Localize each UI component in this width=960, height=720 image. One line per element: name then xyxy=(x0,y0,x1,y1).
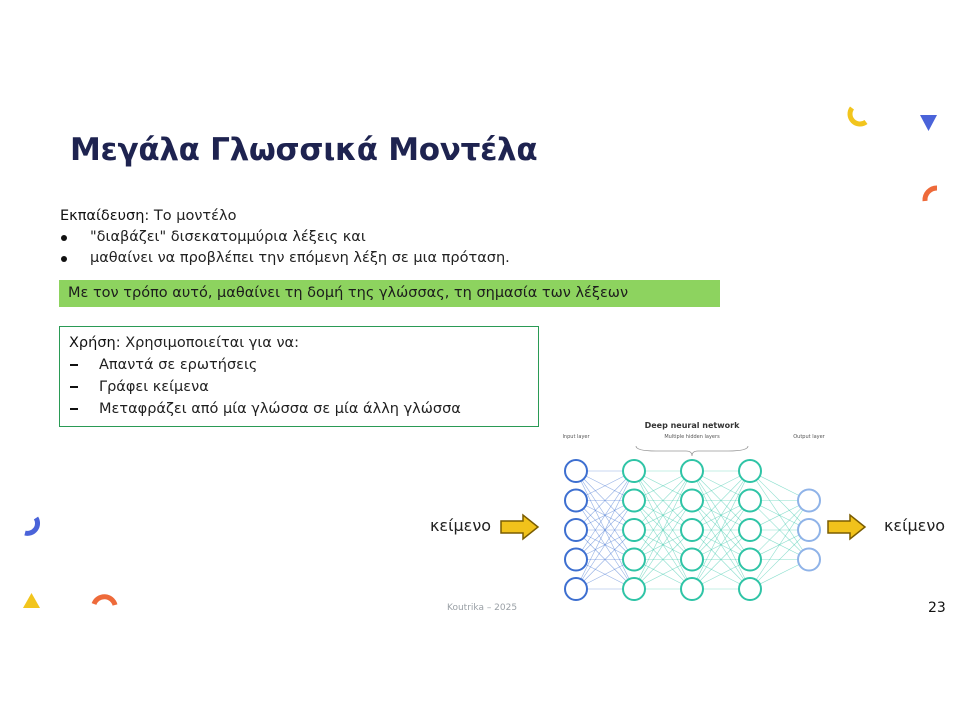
training-section xyxy=(60,206,660,269)
hidden-layers-brace xyxy=(636,446,748,456)
output-text-label: κείμενο xyxy=(884,516,946,535)
input-layer-label: Input layer xyxy=(562,434,590,440)
hidden-node xyxy=(623,460,645,482)
blue-triangle-decoration xyxy=(920,115,937,131)
highlight-bar: Με τον τρόπο αυτό, μαθαίνει τη δομή της γλώσσας, τη σημασία των λέξεων xyxy=(59,280,720,307)
usage-intro: : Χρησιμοποιείται για να: xyxy=(115,335,299,351)
output-layer-label: Output layer xyxy=(793,434,825,440)
hidden-node xyxy=(623,549,645,571)
hidden-node xyxy=(739,549,761,571)
blue-arc-decoration xyxy=(25,518,38,533)
hidden-node xyxy=(681,578,703,600)
hidden-node xyxy=(623,519,645,541)
yellow-arc-decoration xyxy=(850,108,866,124)
yellow-triangle-decoration xyxy=(23,593,40,608)
hidden-node xyxy=(623,578,645,600)
output-arrow-icon xyxy=(826,513,868,541)
hidden-node xyxy=(739,519,761,541)
training-intro: : Το μοντέλο xyxy=(144,208,237,224)
hidden-node xyxy=(623,490,645,512)
input-node xyxy=(565,490,587,512)
training-heading xyxy=(60,206,660,227)
orange-arc-decoration xyxy=(925,188,937,201)
input-node xyxy=(565,549,587,571)
neural-network-diagram xyxy=(556,416,846,610)
input-node xyxy=(565,519,587,541)
hidden-node xyxy=(739,460,761,482)
hidden-node xyxy=(739,490,761,512)
input-node xyxy=(565,578,587,600)
input-text-label: κείμενο xyxy=(430,516,492,535)
training-bullets xyxy=(60,227,660,269)
hidden-node xyxy=(681,460,703,482)
training-keyword: Εκπαίδευση xyxy=(60,208,145,224)
usage-list xyxy=(69,354,529,420)
hidden-layers-label: Multiple hidden layers xyxy=(664,434,720,440)
input-arrow-icon xyxy=(499,513,541,541)
hidden-node xyxy=(739,578,761,600)
orange-arc-bottom-decoration xyxy=(94,597,115,605)
usage-keyword: Χρήση xyxy=(69,335,116,351)
list-item: Μεταφράζει από μία γλώσσα σε μία άλλη γλώσσα xyxy=(69,398,529,420)
diagram-title: Deep neural network xyxy=(644,421,740,430)
footer-author: Koutrika – 2025 xyxy=(447,603,518,613)
output-node xyxy=(798,519,820,541)
list-item: Απαντά σε ερωτήσεις xyxy=(69,354,529,376)
hidden-node xyxy=(681,490,703,512)
network-edge xyxy=(750,501,809,590)
hidden-node xyxy=(681,519,703,541)
slide-title: Μεγάλα Γλωσσικά Μοντέλα xyxy=(70,132,538,168)
usage-heading xyxy=(69,332,529,354)
list-item: μαθαίνει να προβλέπει την επόμενη λέξη σε μια πρόταση. xyxy=(60,248,660,269)
hidden-node xyxy=(681,549,703,571)
page-number: 23 xyxy=(928,600,946,616)
usage-box xyxy=(59,326,539,427)
output-node xyxy=(798,549,820,571)
output-node xyxy=(798,490,820,512)
input-node xyxy=(565,460,587,482)
list-item: "διαβάζει" δισεκατομμύρια λέξεις και xyxy=(60,227,660,248)
list-item: Γράφει κείμενα xyxy=(69,376,529,398)
